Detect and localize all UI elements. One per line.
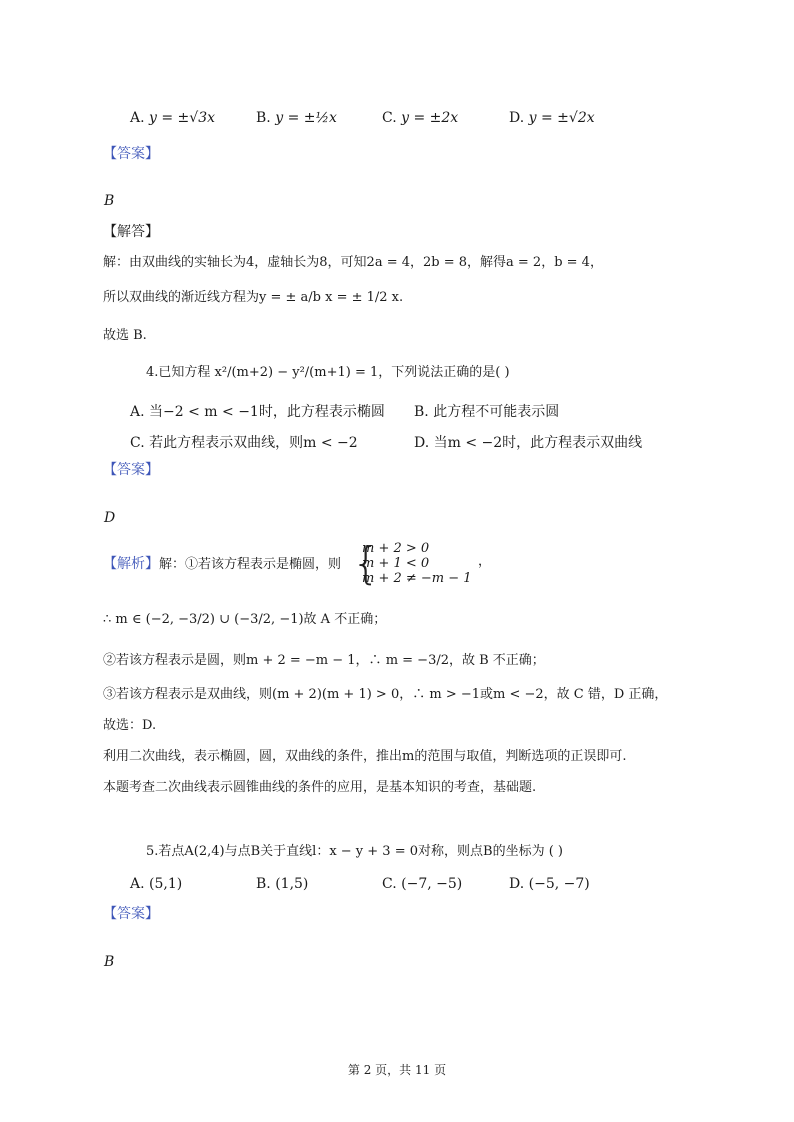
q4-line-f: 本题考查二次曲线表示圆锥曲线的条件的应用，是基本知识的考查，基础题.: [103, 780, 537, 795]
q4-answer: D: [104, 510, 116, 526]
q4-answer-tag: 【答案】: [103, 462, 159, 478]
q3-option-c: C. y = ±2x: [382, 110, 459, 126]
q4-analysis-tag: 【解析】: [103, 556, 159, 572]
q4-line-b: ②若该方程表示是圆，则m + 2 = −m − 1，∴ m = −3/2，故 B 不正确；: [103, 653, 545, 668]
q3-solution-line3: 故选 B.: [103, 328, 147, 343]
q3-option-a: A. y = ±√3x: [130, 110, 216, 126]
q4-option-a: A. 当−2 < m < −1时，此方程表示椭圆: [130, 404, 385, 420]
q5-option-b: B. (1,5): [256, 876, 309, 892]
q3-option-d: D. y = ±√2x: [509, 110, 595, 126]
q4-cases: [362, 541, 472, 586]
q4-line-d: 故选：D.: [103, 718, 157, 733]
q4-stem: 4.已知方程 x²/(m+2) − y²/(m+1) = 1，下列说法正确的是( ): [146, 365, 510, 380]
q4-option-b: B. 此方程不可能表示圆: [414, 404, 560, 420]
q4-cases-comma: ，: [478, 554, 492, 569]
q4-case-1: m + 2 > 0: [362, 541, 430, 556]
q5-answer-tag: 【答案】: [103, 906, 159, 922]
q5-answer: B: [104, 954, 115, 970]
q4-line-c: ③若该方程表示是双曲线，则(m + 2)(m + 1) > 0，∴ m > −1或m < −2，故 C 错，D 正确，: [103, 687, 668, 702]
q4-analysis: [103, 557, 341, 571]
q4-analysis-intro: 解：①若该方程表示是椭圆，则: [159, 557, 342, 572]
q3-solution-line2: 所以双曲线的渐近线方程为y = ± a/b x = ± 1/2 x.: [103, 290, 404, 305]
q4-case-3: m + 2 ≠ −m − 1: [362, 571, 472, 586]
q4-option-c: C. 若此方程表示双曲线，则m < −2: [130, 435, 358, 451]
q4-option-d: D. 当m < −2时，此方程表示双曲线: [414, 435, 643, 451]
q4-case-2: m + 1 < 0: [362, 556, 430, 571]
q3-answer: B: [104, 193, 115, 209]
q3-solution-line1: 解：由双曲线的实轴长为4，虚轴长为8，可知2a = 4，2b = 8，解得a = 2，b = 4，: [103, 255, 603, 270]
page-footer: 第 2 页，共 11 页: [347, 1063, 447, 1077]
q4-line-e: 利用二次曲线，表示椭圆，圆，双曲线的条件，推出m的范围与取值，判断选项的正误即可.: [103, 749, 627, 764]
q3-analysis-tag: 【解答】: [103, 224, 159, 240]
q5-option-c: C. (−7, −5): [382, 876, 463, 892]
q3-answer-tag: 【答案】: [103, 146, 159, 162]
q4-line-a: ∴ m ∈ (−2, −3/2) ∪ (−3/2, −1)故 A 不正确；: [103, 612, 387, 627]
cases-brace: {: [352, 538, 380, 589]
q3-option-b: B. y = ±½x: [256, 110, 337, 126]
q5-option-d: D. (−5, −7): [509, 876, 590, 892]
q5-stem: 5.若点A(2,4)与点B关于直线l：x − y + 3 = 0对称，则点B的坐标为 ( ): [146, 844, 563, 859]
q5-option-a: A. (5,1): [130, 876, 183, 892]
